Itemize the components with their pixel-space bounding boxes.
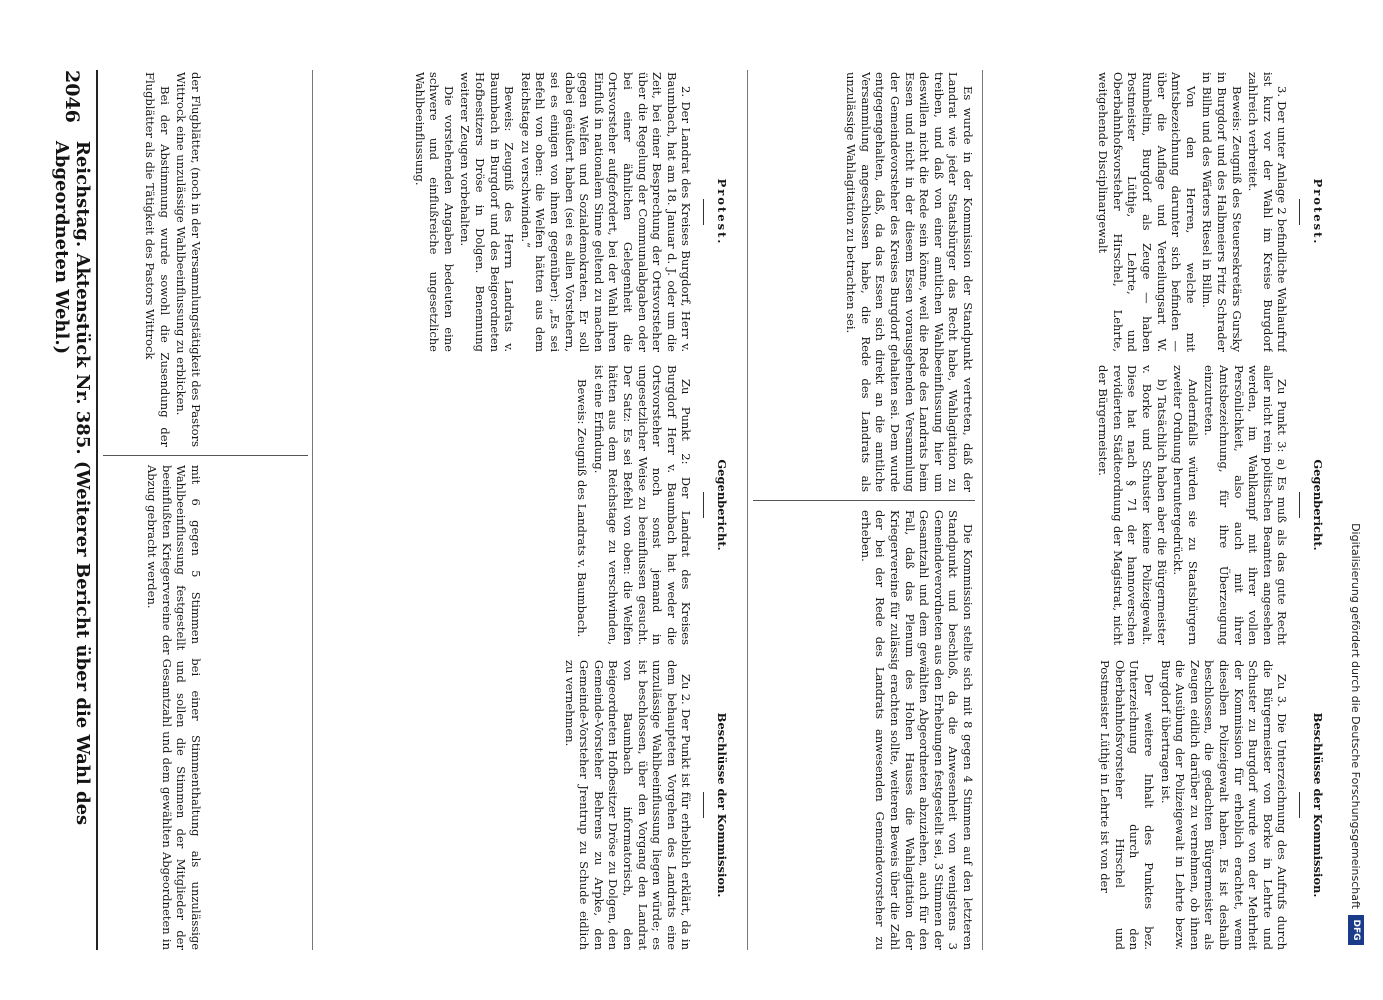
paragraph: Beweis: Zeugniß des Steuersekretärs Gursky in Burgdorf und des Halbmeiers Fritz Schrader in Billm und des Wärters Riesel in Billm.: [1200, 72, 1244, 352]
middle-right-column: [753, 510, 975, 950]
heading-rule: [1299, 792, 1300, 818]
paragraph: 2. Der Landrat des Kreises Burgdorf, Herr v. Baumbach, hat am 18. Januar d. J. oder um die Zeit, bei einer Besprechung der Ortsvorsteher über die Regelung der Communalabgaben oder bei einer ähnlichen Gelegenheit die Ortsvorsteher aufgefordert, bei der Wahl ihren Einfluß in nationalem Sinne geltend zu machen gegen Welfen und Sozialdemokraten. Er soll dabei geäußert haben (sei es allen Vorstehern, sei es einigen von ihnen gegenüber): „Es sei Befehl von oben: die Welfen hätten aus dem Reichstage zu verschwinden.“: [518, 72, 694, 352]
digitization-credit: [1345, 45, 1367, 945]
paragraph: b) Tatsächlich haben aber die Bürgermeister v. Borke und Schuster keine Polizeigewalt. Diese hat nach § 71 der hannoverschen revidierten Städteordnung der Magistrat, nicht der Bürgermeister.: [1096, 365, 1169, 645]
top-right-column: [143, 465, 203, 950]
paragraph: Die Kommission stellte sich mit 8 gegen 4 Stimmen auf den letzteren Standpunkt und beschloß, da die Anwesenheit von wenigstens 3 Gemeindeverordneten aus den Erhebungen festgestellt sei, 3 Stimmen der Gesamtzahl und dem gewählten Abgeordneten abzuziehen, auch für den Fall, daß das Plenum des Hohen Hauses die Wahlagitation der Kriegervereine für zulässig erachten sollte, weiteren Beweis über die Zahl der bei der Rede des Landrats anwesenden Gemeindevorsteher zu erheben.: [858, 510, 975, 950]
page-number: 2046: [61, 70, 83, 123]
heading-rule: [1299, 199, 1300, 225]
heading-rule: [1299, 492, 1300, 518]
paragraph: Zu Punkt 2: Der Landrat des Kreises Burgdorf Herr v. Baumbach hat weder die Ortsvorsteher noch sonst jemand in ungesetzlicher Weise zu beeinflussen gesucht. Der Satz: Es sei Befehl von oben: die Welfen hätten aus dem Reichstage zu verschwinden, ist eine Erfindung.: [591, 365, 694, 645]
paragraph: Der weitere Inhalt des Punktes bez. Unterzeichnung durch den Oberbahnhofsvorsteher Hirschel und Postmeister Lüthje in Lehrte ist von der: [1098, 660, 1157, 950]
paragraph: der Flugblätter, (noch in der Versammlungstätigkeit des Pastors Wittrock eine unzulässige Wahlbeeinflussung zu erblicken.: [174, 72, 203, 448]
paragraph: Von den Herren, welche mit Amtsbezeichnung darunter sich befinden — über die Auflage und Verteilungsart W. Rumbeltin, Burgdorf als Zeuge — haben Postmeister Lüthje, Lehrte, und Oberbahnhofsvorsteher Hirschel, Lehrte, weitgehende Disciplinargewalt: [1096, 72, 1198, 352]
middle-left-column: [753, 72, 975, 492]
section2-protest-column: [987, 72, 1339, 352]
middle-column-divider: [753, 500, 975, 501]
protest-heading: Protest.: [1311, 178, 1325, 246]
credit-text: Digitalisierung gefördert durch die Deutsche Forschungsgemeinschaft: [1349, 523, 1363, 909]
page-title: Reichstag. Aktenstück Nr. 385. (Weiterer Bericht über die Wahl des Abgeordneten Wehl.): [51, 140, 93, 826]
top-column-divider: [103, 455, 308, 456]
section2-beschluesse-column: [987, 660, 1339, 950]
section2-gegenbericht-column: [987, 365, 1339, 645]
gegenbericht-heading: Gegenbericht.: [1311, 459, 1325, 551]
beschluesse-heading: Beschlüsse der Kommission.: [1311, 712, 1325, 898]
paragraph: Zu 3. Die Unterzeichnung des Aufrufs durch die Bürgermeister von Borke in Lehrte und Schuster zu Burgdorf wurde von der Mehrheit der Kommission für erheblich erachtet, wenn dieselben Polizeigewalt haben. Es ist deshalb beschlossen, die gedachten Bürgermeister als Zeugen eidlich darüber zu vernehmen, ob ihnen die Ausübung der Polizeigewalt in Lehrte bezw. Burgdorf übertragen ist.: [1158, 660, 1290, 950]
paragraph: Beweis: Zeugniß des Herrn Landrats v. Baumbach in Burgdorf und des Beigeordneten Hofbesitzers Dröse in Dolgen. Benennung weiterer Zeugen vorbehalten.: [458, 72, 517, 352]
section1-beschluesse-column: [318, 660, 743, 950]
paragraph: Die vorstehenden Angaben bedeuten eine schwere und einflußreiche ungesetzliche Wahlbeeinflussung.: [412, 72, 456, 352]
top-section-divider: [312, 70, 313, 950]
section1-protest-column: [318, 72, 743, 352]
dfg-logo: DFG: [1348, 915, 1364, 945]
paragraph: Zu 2. Der Punkt ist für erheblich erklärt, da in dem behaupteten Vorgehen des Landrats eine unzulässige Wahlbeeinflussung liegen würde; es ist beschlossen, über den Vorgang den Landrat von Baumbach informatorisch, den Beigeordneten Hofbesitzer Dröse zu Dolgen, den Gemeinde-Vorsteher Behrens zu Arpke, den Gemeinde-Vorsteher Jrentrup zu Schude eidlich zu vernehmen.: [562, 660, 694, 950]
paragraph: Es wurde in der Kommission der Standpunkt vertreten, daß der Landrat wie jeder Staatsbürger das Recht habe, Wahlagitation zu treiben, und daß von einer amtlichen Wahlbeeinflussung hier um deswillen nicht die Rede sein könne, weil die Rede des Landrats beim Essen und nicht in der diesem Essen vorausgehenden Versammlung der Gemeindevorsteher des Kreises Burgdorf gehalten sei. Dem wurde entgegengehalten, daß, da das Essen sich direkt an die amtliche Versammlung angeschlossen habe, die Rede des Landrats als unzulässige Wahlagitation zu betrachten sei.: [844, 72, 975, 492]
heading-rule: [703, 792, 704, 818]
page-header: [52, 70, 98, 950]
beschluesse-heading: Beschlüsse der Kommission.: [715, 712, 729, 898]
heading-rule: [703, 492, 704, 518]
middle-section-divider-bottom: [982, 70, 983, 950]
paragraph: mit 6 gegen 5 Stimmen bei einer Stimmenthaltung als unzulässige Wahlbeeinflussung festgestellt und sollen die Stimmen der Mitglieder der beeinflußten Kriegervereine der Gesamtzahl und dem gewählten Abgeordneten in Abzug gebracht werden.: [145, 465, 203, 950]
paragraph: Andernfalls würden sie zu Staatsbürgern zweiter Ordnung heruntergedrückt.: [1171, 365, 1200, 645]
paragraph: 3. Der unter Anlage 2 befindliche Wahlaufruf ist kurz vor der Wahl im Kreise Burgdorf zahlreich verbreitet.: [1246, 72, 1290, 352]
protest-heading: Protest.: [715, 178, 729, 246]
section1-gegenbericht-column: [318, 365, 743, 645]
heading-rule: [703, 199, 704, 225]
top-left-column: [141, 72, 203, 447]
middle-section-divider-top: [747, 70, 748, 950]
paragraph: Bei der Abstimmung wurde sowohl die Zusendung der Flugblätter als die Tätigkeit des Pastors Wittrock: [143, 72, 172, 447]
paragraph: Zu Punkt 3: a) Es muß als das gute Recht aller nicht rein politischen Beamten angesehen werden, im Wahlkampf mit ihrer vollen Persönlichkeit, also auch mit ihrer Amtsbezeichnung, für ihre Überzeugung einzutreten.: [1202, 365, 1290, 645]
gegenbericht-heading: Gegenbericht.: [715, 459, 729, 551]
paragraph: Beweis: Zeugniß des Landrats v. Baumbach.: [575, 379, 590, 638]
